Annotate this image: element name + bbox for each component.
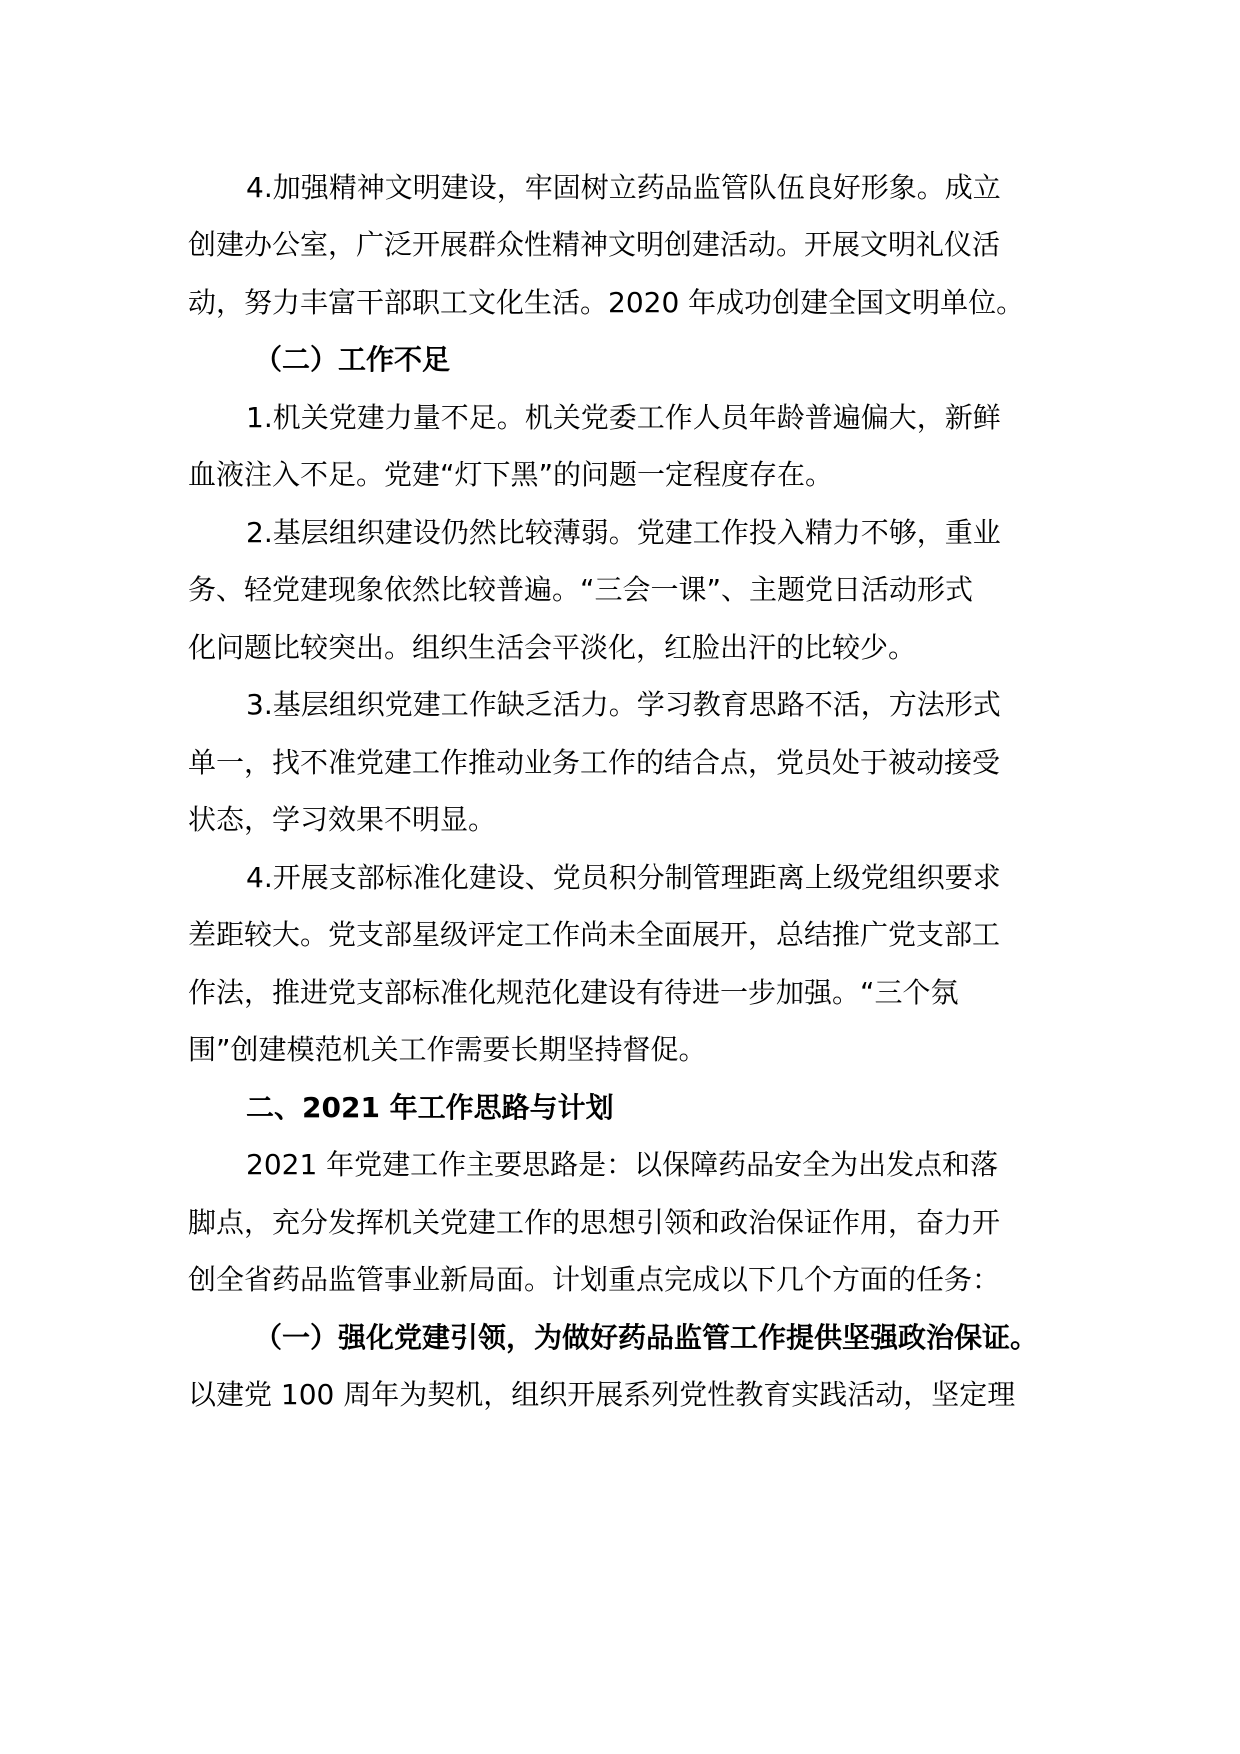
paragraph-line-16: 围”创建模范机关工作需要长期坚持督促。 <box>188 1033 707 1066</box>
paragraph-line-9: 化问题比较突出。组织生活会平淡化，红脸出汗的比较少。 <box>188 631 917 664</box>
paragraph-line-20: 创全省药品监管事业新局面。计划重点完成以下几个方面的任务： <box>188 1263 1001 1296</box>
section-heading-work-shortcomings: （二）工作不足 <box>254 343 451 376</box>
paragraph-line-11: 单一，找不准党建工作推动业务工作的结合点，党员处于被动接受 <box>188 746 1001 779</box>
paragraph-line-13: 4.开展支部标准化建设、党员积分制管理距离上级党组织要求 <box>246 861 1001 894</box>
paragraph-line-7: 2.基层组织建设仍然比较薄弱。党建工作投入精力不够，重业 <box>246 516 1001 549</box>
paragraph-line-2: 创建办公室，广泛开展群众性精神文明创建活动。开展文明礼仪活 <box>188 228 1001 261</box>
paragraph-line-10: 3.基层组织党建工作缺乏活力。学习教育思路不活，方法形式 <box>246 688 1001 721</box>
paragraph-line-6: 血液注入不足。党建“灯下黑”的问题一定程度存在。 <box>188 458 834 491</box>
paragraph-line-22: 以建党 100 周年为契机，组织开展系列党性教育实践活动，坚定理 <box>188 1378 1016 1411</box>
paragraph-line-18: 2021 年党建工作主要思路是：以保障药品安全为出发点和落 <box>246 1148 999 1181</box>
paragraph-line-5: 1.机关党建力量不足。机关党委工作人员年龄普遍偏大，新鲜 <box>246 401 1001 434</box>
section-heading-party-leadership: （一）强化党建引领，为做好药品监管工作提供坚强政治保证。 <box>254 1321 1039 1354</box>
paragraph-line-14: 差距较大。党支部星级评定工作尚未全面展开，总结推广党支部工 <box>188 918 1001 951</box>
section-heading-2021-plan: 二、2021 年工作思路与计划 <box>246 1091 614 1124</box>
paragraph-line-19: 脚点，充分发挥机关党建工作的思想引领和政治保证作用，奋力开 <box>188 1206 1001 1239</box>
paragraph-line-3: 动，努力丰富干部职工文化生活。2020 年成功创建全国文明单位。 <box>188 286 1025 319</box>
paragraph-line-1: 4.加强精神文明建设，牢固树立药品监管队伍良好形象。成立 <box>246 171 1001 204</box>
paragraph-line-15: 作法，推进党支部标准化规范化建设有待进一步加强。“三个氛 <box>188 976 959 1009</box>
paragraph-line-12: 状态，学习效果不明显。 <box>188 803 497 836</box>
paragraph-line-8: 务、轻党建现象依然比较普遍。“三会一课”、主题党日活动形式 <box>188 573 974 606</box>
